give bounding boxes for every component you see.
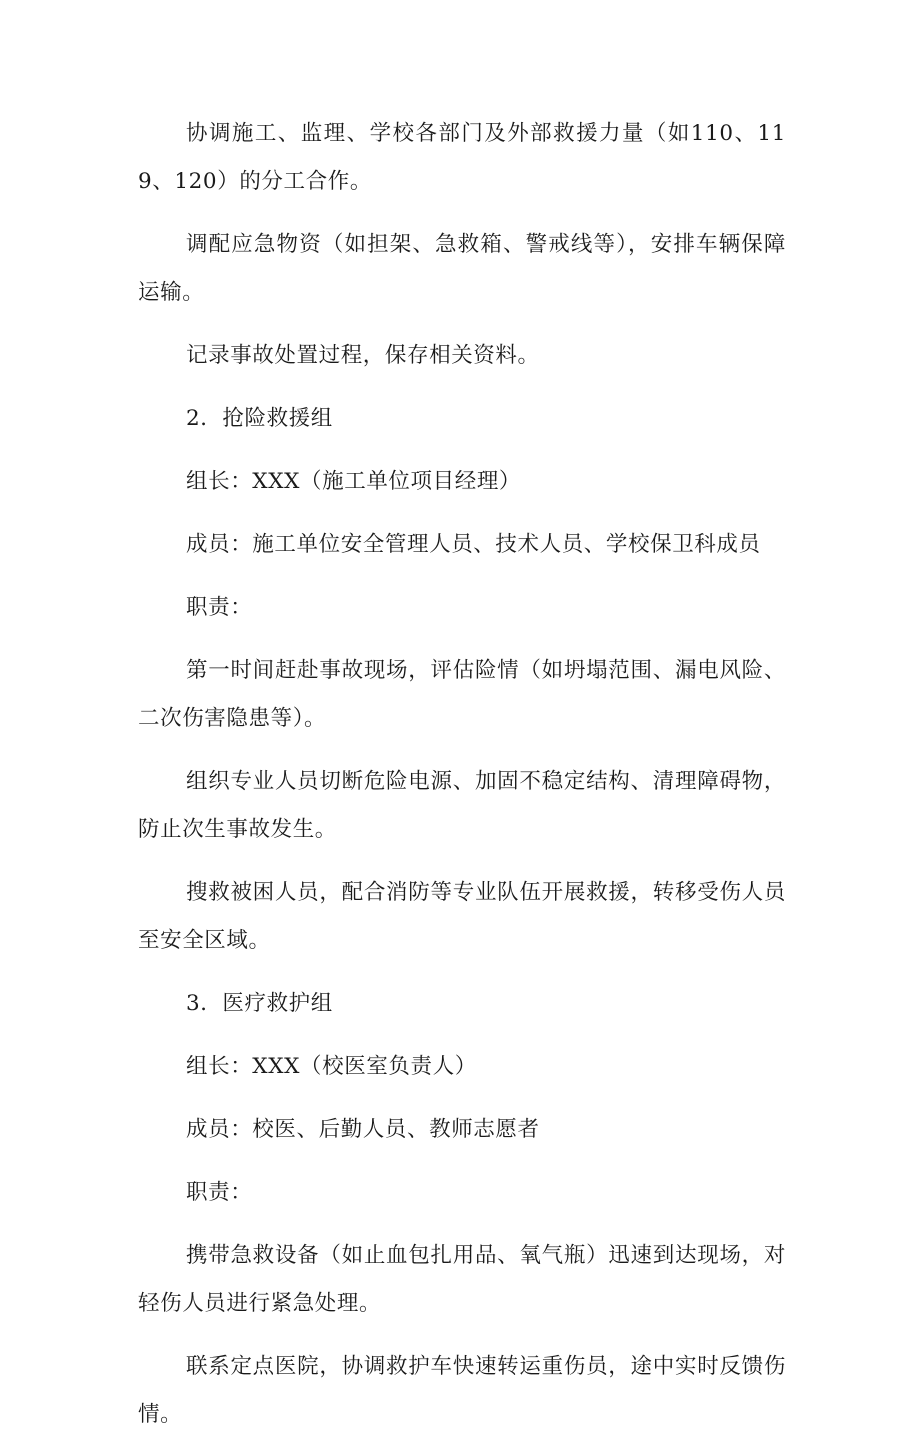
medical-team-duties-label: 职责： — [186, 1180, 253, 1205]
section-heading-medical-team: 3．医疗救护组 — [186, 991, 333, 1016]
paragraph-assess-danger: 第一时间赶赴事故现场，评估险情（如坍塌范围、漏电风险、二次伤害隐患等）。 — [138, 658, 786, 731]
medical-team-members: 成员：校医、后勤人员、教师志愿者 — [186, 1117, 540, 1142]
paragraph-contact-hospital: 联系定点医院，协调救护车快速转运重伤员，途中实时反馈伤情。 — [138, 1354, 786, 1427]
paragraph-first-aid: 携带急救设备（如止血包扎用品、氧气瓶）迅速到达现场，对轻伤人员进行紧急处理。 — [138, 1243, 786, 1316]
paragraph-cut-power: 组织专业人员切断危险电源、加固不稳定结构、清理障碍物，防止次生事故发生。 — [138, 769, 786, 842]
paragraph-record-process: 记录事故处置过程，保存相关资料。 — [186, 343, 540, 368]
paragraph-search-rescue: 搜救被困人员，配合消防等专业队伍开展救援，转移受伤人员至安全区域。 — [138, 880, 786, 953]
paragraph-allocate-supplies: 调配应急物资（如担架、急救箱、警戒线等），安排车辆保障运输。 — [138, 232, 786, 305]
paragraph-coordinate-forces: 协调施工、监理、学校各部门及外部救援力量（如110、119、120）的分工合作。 — [138, 121, 786, 194]
medical-team-leader: 组长：XXX（校医室负责人） — [186, 1054, 477, 1079]
document-page — [138, 110, 786, 1454]
section-heading-rescue-team: 2．抢险救援组 — [186, 406, 333, 431]
rescue-team-duties-label: 职责： — [186, 595, 253, 620]
rescue-team-leader: 组长：XXX（施工单位项目经理） — [186, 469, 522, 494]
rescue-team-members: 成员：施工单位安全管理人员、技术人员、学校保卫科成员 — [186, 532, 761, 557]
